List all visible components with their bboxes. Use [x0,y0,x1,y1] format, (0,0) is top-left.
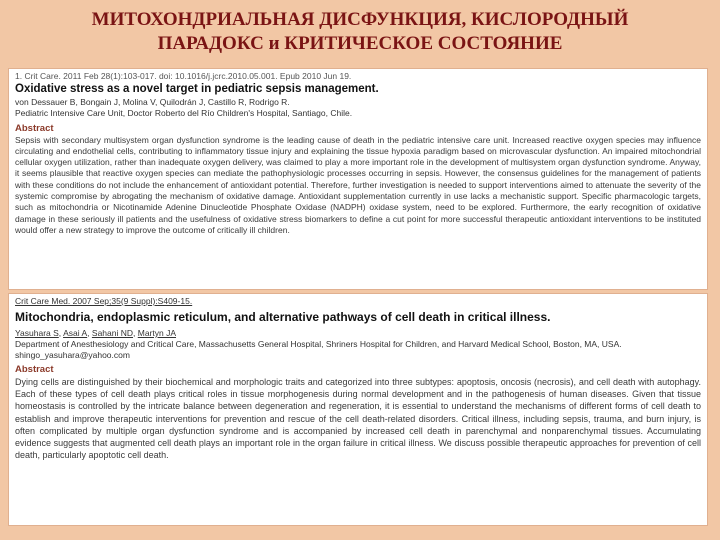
article-2-abstract: Dying cells are distinguished by their biochemical and morphologic traits and categorized into three subtypes: apoptosis, oncosis (necrosis), and cell death with autophagy. Each of these types of cell death plays critical roles in tissue morphogenesis during normal development and in the pathogenesis of human diseases. Given that tissue homeostasis is controlled by the intricate balance between degeneration and regeneration, it is essential to understand the mechanisms of different forms of cell death to establish and improve therapeutic interventions for prevention and rescue of the cell death-related disorders. Critical illness, including sepsis, trauma, and burn injury, is often complicated by multiple organ dysfunction syndrome and is accompanied by increased cell death in parenchymal and nonparenchymal tissues. Accumulating evidence suggests that augmented cell death plays an important role in the organ failure in critical illness. We discuss possible therapeutic approaches for prevention of cell death, particularly apoptotic cell death. [15,377,701,461]
article-2-abstract-heading: Abstract [15,364,54,375]
article-2-authors: Yasuhara S, Asai A, Sahani ND, Martyn JA [15,328,177,338]
article-1-authors: von Dessauer B, Bongain J, Molina V, Quilodrán J, Castillo R, Rodrigo R. [15,97,290,107]
slide-title [0,8,720,56]
author-link[interactable]: Yasuhara S [15,328,59,338]
article-1-title: Oxidative stress as a novel target in pediatric sepsis management. [15,83,379,95]
author-link[interactable]: Asai A [63,328,88,338]
slide-title-line-2: ПАРАДОКС и КРИТИЧЕСКОЕ СОСТОЯНИЕ [157,33,563,54]
article-2-email: shingo_yasuhara@yahoo.com [15,349,130,360]
article-1-abstract: Sepsis with secondary multisystem organ dysfunction syndrome is the leading cause of death in the pediatric intensive care unit. Increased reactive oxygen species may influence circulating and endothelial cells, contributing to inflammatory tissue injury and explaining the tissue hypoxia paradigm based on microvascular dysfunction. An impaired mitochondrial cellular oxygen utilization, rather than inadequate oxygen delivery, was claimed to play a more important role in the development of multisystem organ dysfunction syndrome. Anyway, it seems plausible that reactive oxygen species can mediate the pathophysiologic processes occurring in sepsis. However, the consensus guidelines for the management of patients with these conditions do not include the enhancement of antioxidant potential. Therefore, further investigation is needed to support interventions aimed to attenuate the severity of the systemic compromise by abrogating the mechanism of oxidative damage. Antioxidant supplementation currently in use lacks a mechanistic support. Specific pharmacologic targets, such as mitochondria or Nicotinamide Adenine Dinucleotide Phosphate Oxidase (NADPH) oxidase system, need to be explored. Furthermore, the early recognition of oxidative damage in these seriously ill patients and the usefulness of oxidative stress biomarkers to define a cut point for more successful therapeutic antioxidant interventions to be instituted would offer a new strategy to improve the outcome of critically ill children. [15,134,701,235]
article-2-affiliation: Department of Anesthesiology and Critical Care, Massachusetts General Hospital, Shriners Hospital for Children, and Harvard Medical School, Boston, MA, USA. [15,339,622,349]
author-link[interactable]: Martyn JA [137,328,177,338]
article-1-panel [8,68,708,290]
slide-title-line-1: МИТОХОНДРИАЛЬНАЯ ДИСФУНКЦИЯ, КИСЛОРОДНЫЙ [91,9,629,30]
article-2-panel [8,293,708,526]
article-2-title: Mitochondria, endoplasmic reticulum, and alternative pathways of cell death in critical illness. [15,310,551,324]
author-link[interactable]: Sahani ND [91,328,134,338]
article-1-citation: 1. Crit Care. 2011 Feb 28(1):103-017. doi: 10.1016/j.jcrc.2010.05.001. Epub 2010 Jun 19. [15,71,352,81]
article-1-affiliation: Pediatric Intensive Care Unit, Doctor Roberto del Río Children's Hospital, Santiago, Chile. [15,108,353,118]
article-1-abstract-heading: Abstract [15,122,54,134]
article-2-citation[interactable]: Crit Care Med. 2007 Sep;35(9 Suppl):S409-15. [15,296,193,306]
